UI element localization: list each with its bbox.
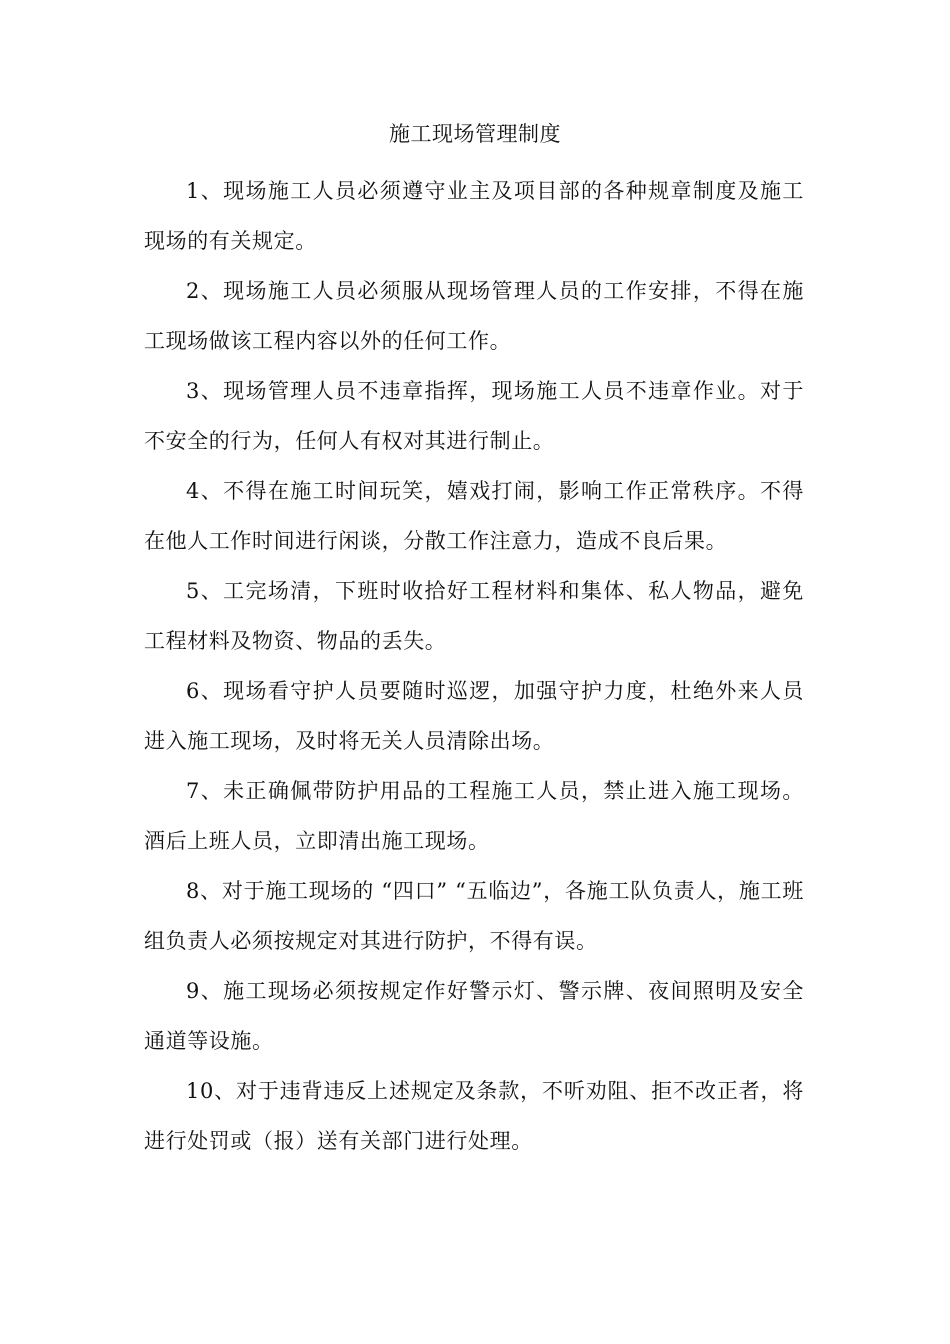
- rule-paragraph-7: 7、未正确佩带防护用品的工程施工人员，禁止进入施工现场。酒后上班人员，立即清出施工现场。: [144, 779, 804, 853]
- rule-paragraph-5: 5、工完场清，下班时收拾好工程材料和集体、私人物品，避免工程材料及物资、物品的丢失。: [144, 579, 804, 653]
- rule-paragraph-1: 1、现场施工人员必须遵守业主及项目部的各种规章制度及施工现场的有关规定。: [144, 179, 804, 253]
- document-body: [144, 166, 804, 1166]
- rule-paragraph-8: 8、对于施工现场的 “四口” “五临边”，各施工队负责人，施工班组负责人必须按规定对其进行防护，不得有误。: [144, 879, 804, 953]
- rule-paragraph-10: 10、对于违背违反上述规定及条款，不听劝阻、拒不改正者，将进行处罚或（报）送有关部门进行处理。: [144, 1079, 804, 1153]
- rule-paragraph-6: 6、现场看守护人员要随时巡逻，加强守护力度，杜绝外来人员进入施工现场，及时将无关人员清除出场。: [144, 679, 804, 753]
- document-title: 施工现场管理制度: [389, 122, 561, 146]
- rule-paragraph-2: 2、现场施工人员必须服从现场管理人员的工作安排，不得在施工现场做该工程内容以外的任何工作。: [144, 279, 804, 353]
- rule-paragraph-4: 4、不得在施工时间玩笑，嬉戏打闹，影响工作正常秩序。不得在他人工作时间进行闲谈，分散工作注意力，造成不良后果。: [144, 479, 804, 553]
- rule-paragraph-9: 9、施工现场必须按规定作好警示灯、警示牌、夜间照明及安全通道等设施。: [144, 979, 804, 1053]
- rule-paragraph-3: 3、现场管理人员不违章指挥，现场施工人员不违章作业。对于不安全的行为，任何人有权对其进行制止。: [144, 379, 804, 453]
